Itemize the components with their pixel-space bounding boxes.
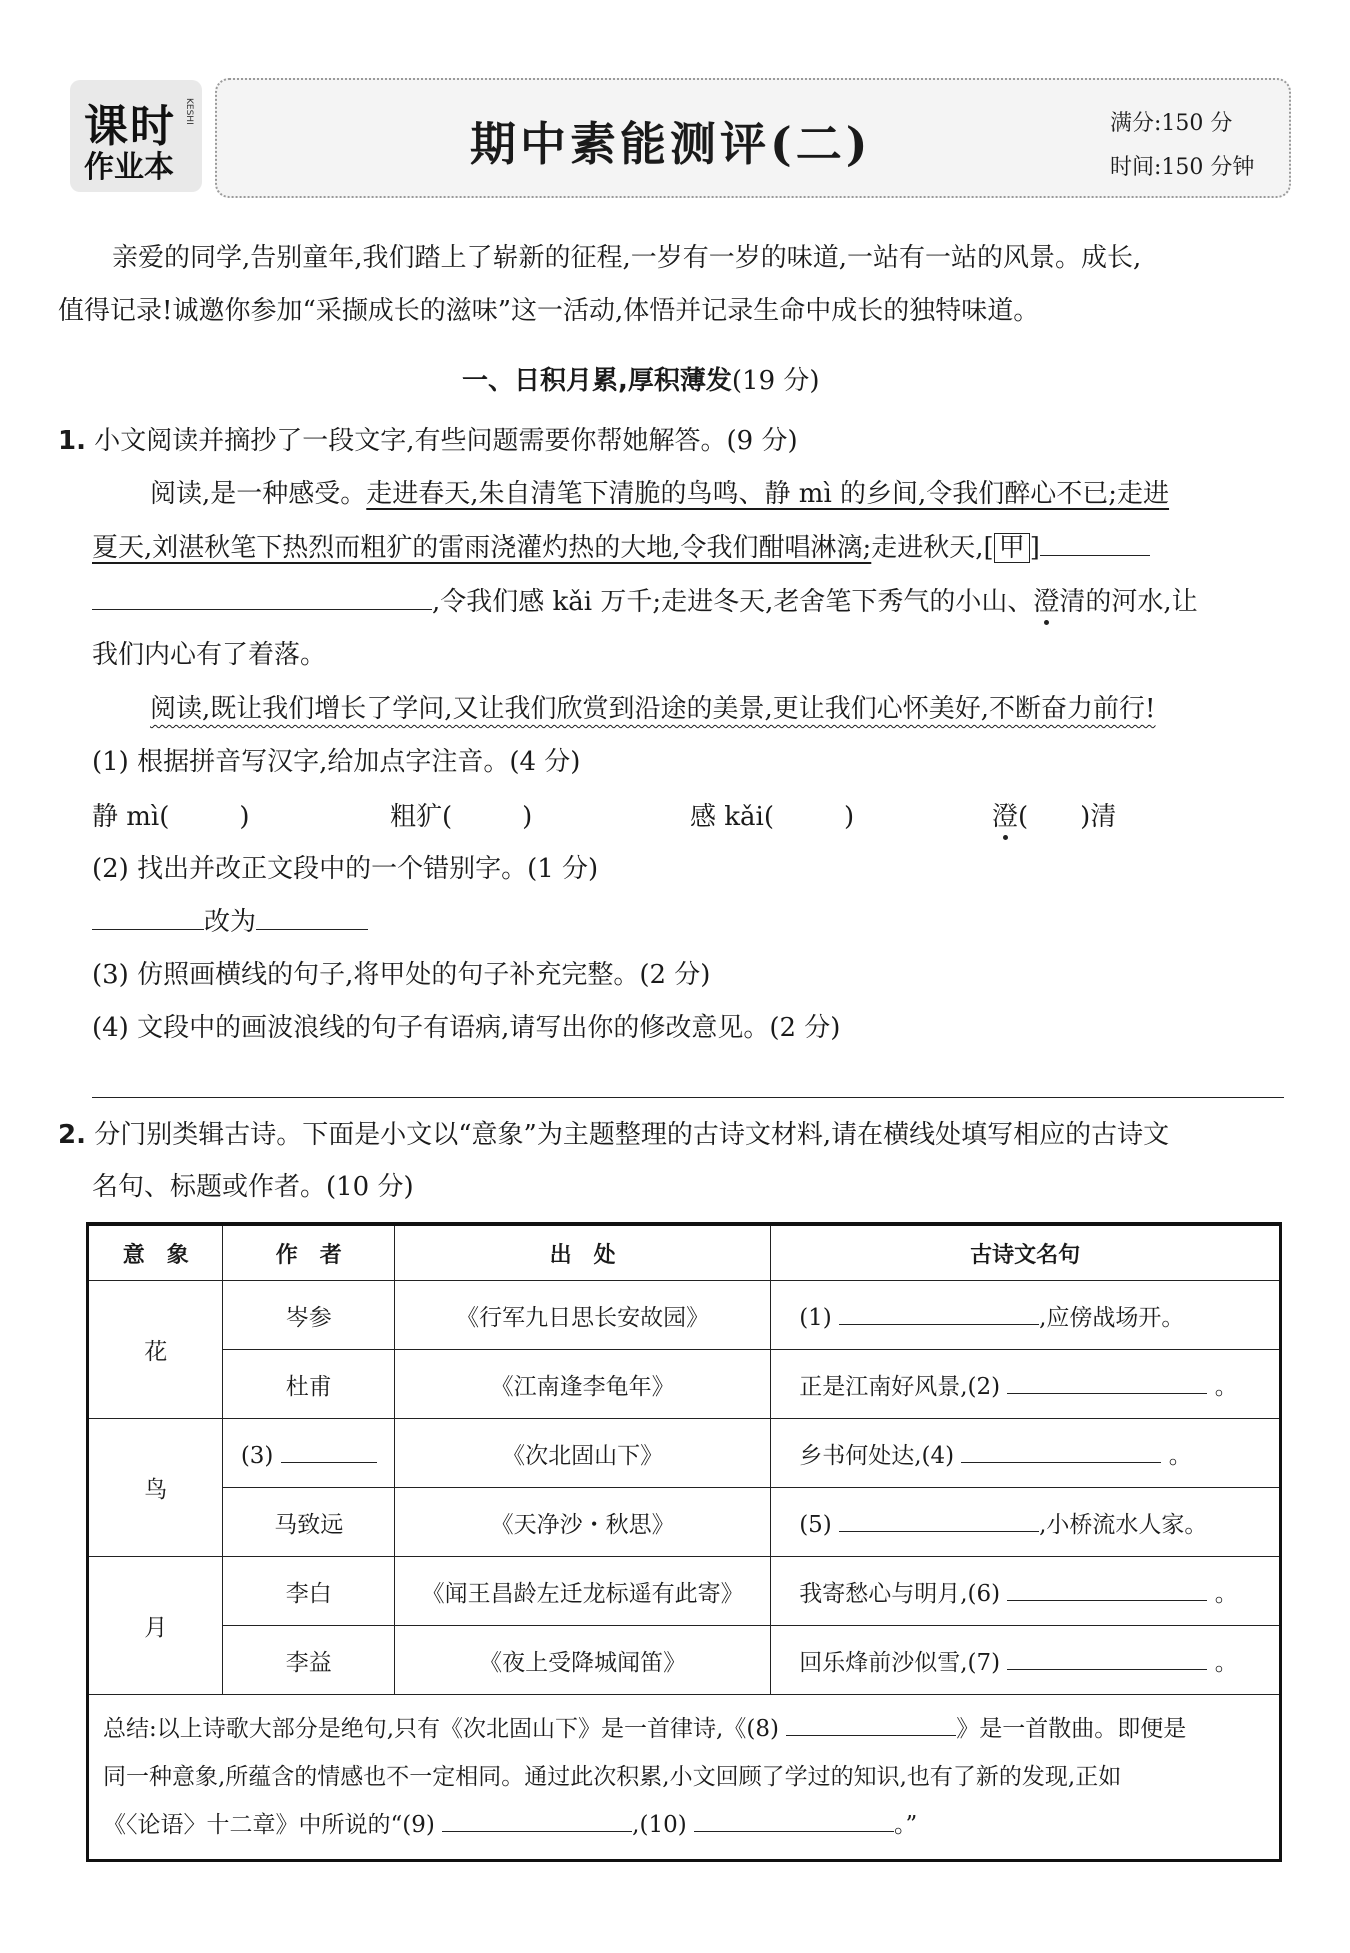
summary-text: 》是一首散曲。即便是	[956, 1716, 1187, 1742]
answer-blank-1[interactable]	[839, 1300, 1039, 1325]
fill-label: )清	[1080, 802, 1117, 832]
section-points: (19 分)	[731, 366, 820, 396]
quote-text: ,应傍战场开。	[1039, 1304, 1185, 1331]
answer-blank-10[interactable]	[694, 1807, 894, 1832]
quote-cell	[771, 1419, 1281, 1488]
quote-text: 。	[1214, 1373, 1238, 1400]
table-row	[88, 1281, 1281, 1350]
right-char-blank[interactable]	[256, 905, 368, 930]
quote-text: (1)	[799, 1304, 832, 1331]
underlined-sentence: 走进春天,朱自清笔下清脆的鸟鸣、静 mì 的乡间,令我们醉心不已;走进	[366, 479, 1170, 509]
author-cell	[223, 1419, 395, 1488]
passage-line-2	[92, 531, 1150, 565]
section-heading	[462, 364, 820, 398]
question-2-stem	[58, 1118, 1169, 1152]
source-cell: 《江南逢李龟年》	[395, 1350, 771, 1419]
quote-text: 。	[1214, 1649, 1238, 1676]
summary-cell	[88, 1695, 1281, 1861]
answer-blank-4[interactable]	[961, 1438, 1161, 1463]
quote-cell	[771, 1626, 1281, 1695]
time-limit: 时间:150 分钟	[1110, 155, 1255, 180]
quote-text: 我寄愁心与明月,(6)	[799, 1580, 1001, 1607]
fill-item-2	[390, 800, 532, 834]
question-2-stem-cont: 名句、标题或作者。(10 分)	[92, 1172, 414, 1202]
answer-blank-5[interactable]	[839, 1507, 1039, 1532]
table-header-row	[88, 1224, 1281, 1281]
correction-row	[92, 905, 368, 939]
question-text: 分门别类辑古诗。下面是小文以“意象”为主题整理的古诗文材料,请在横线处填写相应的古诗文	[94, 1120, 1170, 1150]
summary-line-1	[103, 1705, 1265, 1753]
author-cell: 李益	[223, 1626, 395, 1695]
poem-table	[86, 1222, 1282, 1862]
table-row	[88, 1626, 1281, 1695]
passage-text: 走进秋天,[	[871, 533, 994, 563]
summary-line-2: 同一种意象,所蕴含的情感也不一定相同。通过此次积累,小文回顾了学过的知识,也有了新的发现,正如	[103, 1764, 1122, 1790]
passage-line-1	[150, 477, 1169, 511]
header-image: 意 象	[88, 1224, 223, 1281]
source-cell: 《夜上受降城闻笛》	[395, 1626, 771, 1695]
source-cell: 《次北固山下》	[395, 1419, 771, 1488]
quote-cell	[771, 1488, 1281, 1557]
passage-text: 阅读,是一种感受。	[150, 479, 367, 509]
answer-blank-2[interactable]	[1007, 1369, 1207, 1394]
fill-item-1	[92, 800, 250, 834]
quote-text: ,小桥流水人家。	[1039, 1511, 1208, 1538]
brand-logo-main: 课时	[84, 101, 176, 152]
passage-text: ,令我们感 kǎi 万千;走进冬天,老舍笔下秀气的小山、	[432, 587, 1034, 617]
brand-logo-vertical: KESHI	[184, 98, 194, 125]
answer-blank-jia-cont[interactable]	[92, 585, 432, 610]
fill-label: )	[239, 802, 250, 832]
passage-line-3	[92, 585, 1198, 619]
header-author: 作 者	[223, 1224, 395, 1281]
header-quote: 古诗文名句	[771, 1224, 1281, 1281]
full-score: 满分:150 分	[1110, 111, 1233, 136]
answer-blank-3[interactable]	[281, 1438, 377, 1463]
passage-text: 清的河水,让	[1059, 587, 1198, 617]
source-cell: 《闻王昌龄左迁龙标遥有此寄》	[395, 1557, 771, 1626]
quote-cell	[771, 1281, 1281, 1350]
brand-logo-sub: 作业本	[84, 150, 174, 185]
fill-label: )	[522, 802, 533, 832]
table-row	[88, 1557, 1281, 1626]
passage-line-5	[150, 692, 1156, 726]
answer-blank-7[interactable]	[1007, 1645, 1207, 1670]
summary-row	[88, 1695, 1281, 1861]
sub-question-3: (3) 仿照画横线的句子,将甲处的句子补充完整。(2 分)	[92, 960, 711, 990]
source-cell: 《天净沙・秋思》	[395, 1488, 771, 1557]
question-1-stem	[58, 424, 798, 458]
answer-line-q1-4[interactable]	[92, 1097, 1284, 1098]
table-row	[88, 1419, 1281, 1488]
dotted-char: 澄	[1033, 587, 1060, 617]
sub-question-1: (1) 根据拼音写汉字,给加点字注音。(4 分)	[92, 747, 581, 777]
intro-line-2: 值得记录!诚邀你参加“采撷成长的滋味”这一活动,体悟并记录生命中成长的独特味道。	[58, 296, 1040, 326]
table-row	[88, 1350, 1281, 1419]
fill-label: 感 kǎi(	[690, 802, 774, 832]
brand-logo	[70, 80, 202, 192]
summary-text: ,(10)	[632, 1812, 687, 1838]
quote-text: 乡书何处达,(4)	[799, 1442, 955, 1469]
summary-text: 。”	[894, 1812, 918, 1838]
wrong-char-blank[interactable]	[92, 905, 204, 930]
quote-text: 正是江南好风景,(2)	[799, 1373, 1001, 1400]
fill-label: 静 mì(	[92, 802, 170, 832]
answer-blank-8[interactable]	[786, 1711, 956, 1736]
intro-line-1: 亲爱的同学,告别童年,我们踏上了崭新的征程,一岁有一岁的味道,一站有一站的风景。成长,	[112, 243, 1142, 273]
page-title: 期中素能测评(二)	[470, 117, 872, 171]
underlined-sentence: 夏天,刘湛秋笔下热烈而粗犷的雷雨浇灌灼热的大地,令我们酣唱淋漓;	[92, 533, 872, 563]
quote-text: 回乐烽前沙似雪,(7)	[799, 1649, 1001, 1676]
image-cell: 花	[88, 1281, 223, 1419]
quote-text: (5)	[799, 1511, 832, 1538]
fill-item-4	[992, 800, 1116, 834]
question-number: 2.	[58, 1120, 86, 1150]
author-cell: 杜甫	[223, 1350, 395, 1419]
fill-item-3	[690, 800, 854, 834]
correction-label: 改为	[204, 907, 257, 937]
answer-blank-9[interactable]	[442, 1807, 632, 1832]
summary-text: 《〈论语〉十二章》中所说的“(9)	[103, 1812, 435, 1838]
sub-question-4: (4) 文段中的画波浪线的句子有语病,请写出你的修改意见。(2 分)	[92, 1013, 841, 1043]
table-row	[88, 1488, 1281, 1557]
header-source: 出 处	[395, 1224, 771, 1281]
quote-cell	[771, 1350, 1281, 1419]
wavy-sentence: 阅读,既让我们增长了学问,又让我们欣赏到沿途的美景,更让我们心怀美好,不断奋力前行!	[150, 694, 1156, 724]
fill-label: 粗犷(	[390, 802, 453, 832]
answer-blank-6[interactable]	[1007, 1576, 1207, 1601]
question-number: 1.	[58, 426, 86, 456]
quote-text: 。	[1168, 1442, 1192, 1469]
summary-text: 总结:以上诗歌大部分是绝句,只有《次北固山下》是一首律诗,《(8)	[103, 1716, 779, 1742]
source-cell: 《行军九日思长安故园》	[395, 1281, 771, 1350]
quote-cell	[771, 1557, 1281, 1626]
sub-question-2: (2) 找出并改正文段中的一个错别字。(1 分)	[92, 854, 599, 884]
author-cell: 马致远	[223, 1488, 395, 1557]
quote-text: 。	[1214, 1580, 1238, 1607]
question-text: 小文阅读并摘抄了一段文字,有些问题需要你帮她解答。(9 分)	[94, 426, 798, 456]
passage-text: ]	[1029, 533, 1040, 563]
dotted-char: 澄	[992, 802, 1019, 832]
score-info	[1110, 102, 1254, 190]
passage-line-4: 我们内心有了着落。	[92, 640, 327, 670]
summary-line-3	[103, 1801, 1265, 1849]
fill-label: )	[843, 802, 855, 832]
author-text: (3)	[240, 1442, 274, 1469]
image-cell: 月	[88, 1557, 223, 1695]
answer-blank-jia[interactable]	[1040, 531, 1150, 556]
image-cell: 鸟	[88, 1419, 223, 1557]
fill-label: (	[1018, 802, 1029, 832]
section-title: 一、日积月累,厚积薄发	[462, 366, 732, 396]
author-cell: 岑参	[223, 1281, 395, 1350]
author-cell: 李白	[223, 1557, 395, 1626]
jia-marker: 甲	[994, 533, 1030, 563]
